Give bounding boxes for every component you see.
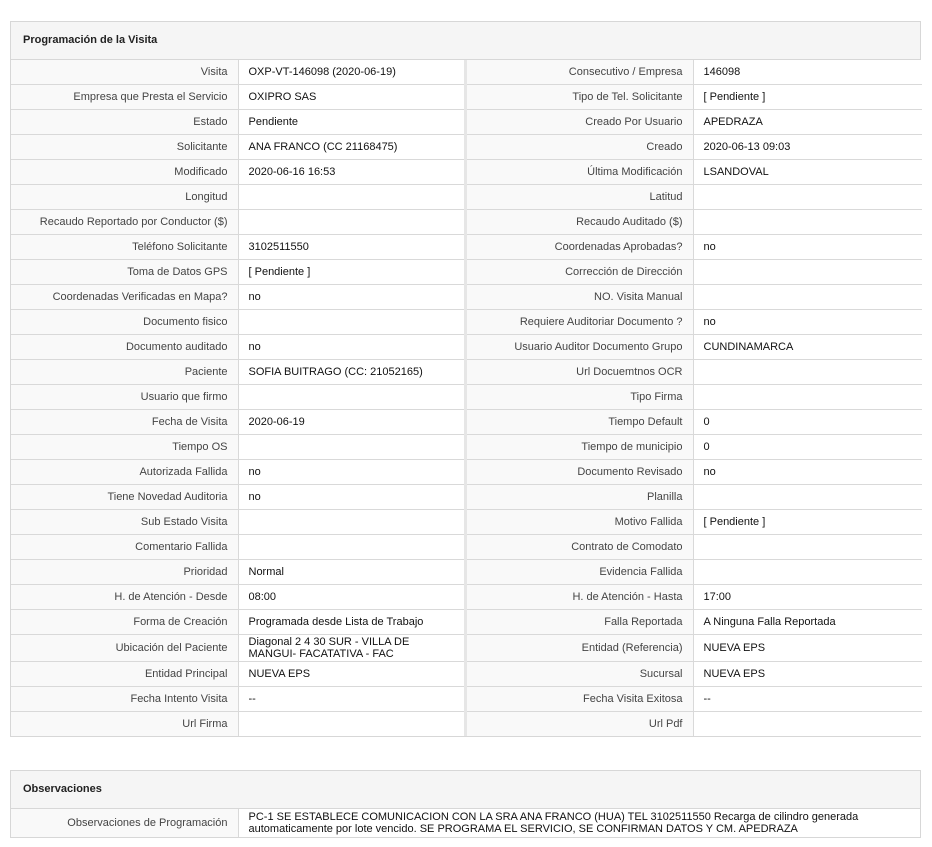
table-row [11, 260, 922, 285]
table-row [11, 585, 922, 610]
table-row [11, 687, 922, 712]
table-row [11, 335, 922, 360]
field-value: 2020-06-16 16:53 [238, 160, 465, 185]
field-label: Url Pdf [465, 712, 693, 737]
table-row [11, 535, 922, 560]
field-value: OXP-VT-146098 (2020-06-19) [238, 60, 465, 85]
field-value [693, 260, 922, 285]
field-value: 2020-06-13 09:03 [693, 135, 922, 160]
field-label: Fecha Intento Visita [11, 687, 238, 712]
field-label: Usuario Auditor Documento Grupo [465, 335, 693, 360]
table-row [11, 560, 922, 585]
field-label: Última Modificación [465, 160, 693, 185]
field-label: Url Firma [11, 712, 238, 737]
field-value: 2020-06-19 [238, 410, 465, 435]
field-label: Empresa que Presta el Servicio [11, 85, 238, 110]
field-value [693, 535, 922, 560]
observaciones-table [11, 809, 920, 837]
field-label: Coordenadas Aprobadas? [465, 235, 693, 260]
table-row [11, 210, 922, 235]
field-value [693, 385, 922, 410]
field-value [238, 535, 465, 560]
field-value [238, 435, 465, 460]
field-label: Creado [465, 135, 693, 160]
field-label: Motivo Fallida [465, 510, 693, 535]
field-label: Documento fisico [11, 310, 238, 335]
field-value: 0 [693, 410, 922, 435]
field-value: Programada desde Lista de Trabajo [238, 610, 465, 635]
field-value [238, 185, 465, 210]
field-value: ANA FRANCO (CC 21168475) [238, 135, 465, 160]
field-value [693, 285, 922, 310]
table-row [11, 160, 922, 185]
field-label: Url Docuemtnos OCR [465, 360, 693, 385]
table-row [11, 310, 922, 335]
field-value: no [238, 485, 465, 510]
table-row [11, 635, 922, 662]
field-value [693, 560, 922, 585]
table-row [11, 110, 922, 135]
field-label: Coordenadas Verificadas en Mapa? [11, 285, 238, 310]
table-row [11, 662, 922, 687]
field-label: H. de Atención - Desde [11, 585, 238, 610]
table-row [11, 712, 922, 737]
field-label: Visita [11, 60, 238, 85]
table-row [11, 235, 922, 260]
observaciones-title: Observaciones [11, 771, 920, 809]
table-row [11, 510, 922, 535]
field-value: 08:00 [238, 585, 465, 610]
field-label: Solicitante [11, 135, 238, 160]
field-label: Teléfono Solicitante [11, 235, 238, 260]
field-value [238, 510, 465, 535]
field-value: Pendiente [238, 110, 465, 135]
table-row [11, 809, 920, 837]
field-value: no [693, 235, 922, 260]
field-value: no [693, 460, 922, 485]
field-label: Longitud [11, 185, 238, 210]
field-label: Tiempo OS [11, 435, 238, 460]
table-row [11, 485, 922, 510]
field-value: NUEVA EPS [693, 662, 922, 687]
field-label: Sub Estado Visita [11, 510, 238, 535]
field-value [238, 712, 465, 737]
field-label: Tiempo Default [465, 410, 693, 435]
field-label: Prioridad [11, 560, 238, 585]
field-label: Documento Revisado [465, 460, 693, 485]
field-value: no [238, 285, 465, 310]
field-value: CUNDINAMARCA [693, 335, 922, 360]
table-row [11, 435, 922, 460]
field-label: Requiere Auditoriar Documento ? [465, 310, 693, 335]
field-value: 3102511550 [238, 235, 465, 260]
field-label: Planilla [465, 485, 693, 510]
field-label: Documento auditado [11, 335, 238, 360]
table-row [11, 135, 922, 160]
field-label: Entidad (Referencia) [465, 635, 693, 662]
observaciones-panel [10, 770, 921, 838]
field-value: LSANDOVAL [693, 160, 922, 185]
field-label: Autorizada Fallida [11, 460, 238, 485]
field-value [693, 185, 922, 210]
field-label: Contrato de Comodato [465, 535, 693, 560]
field-label: Modificado [11, 160, 238, 185]
programacion-panel [10, 21, 921, 737]
field-label: Fecha de Visita [11, 410, 238, 435]
field-label: Recaudo Reportado por Conductor ($) [11, 210, 238, 235]
field-label: Tipo Firma [465, 385, 693, 410]
observaciones-label: Observaciones de Programación [11, 809, 238, 837]
field-value [693, 210, 922, 235]
field-value [238, 385, 465, 410]
field-label: Forma de Creación [11, 610, 238, 635]
field-value: 17:00 [693, 585, 922, 610]
field-value [238, 210, 465, 235]
table-row [11, 85, 922, 110]
field-value: [ Pendiente ] [693, 510, 922, 535]
observaciones-value: PC-1 SE ESTABLECE COMUNICACION CON LA SRA ANA FRANCO (HUA) TEL 3102511550 Recarga de cilindro generada automaticamente por lote vencido. SE PROGRAMA EL SERVICIO, SE CONFIRMAN DATOS Y CM. APEDRAZA [238, 809, 920, 837]
programacion-table-body [11, 60, 922, 736]
table-row [11, 360, 922, 385]
field-value: APEDRAZA [693, 110, 922, 135]
field-value [238, 310, 465, 335]
field-label: Falla Reportada [465, 610, 693, 635]
field-value: -- [693, 687, 922, 712]
programacion-title: Programación de la Visita [11, 22, 920, 60]
field-value: [ Pendiente ] [238, 260, 465, 285]
programacion-table [11, 60, 922, 736]
table-row [11, 410, 922, 435]
field-label: Ubicación del Paciente [11, 635, 238, 662]
field-value: no [238, 460, 465, 485]
field-label: Corrección de Dirección [465, 260, 693, 285]
table-row [11, 60, 922, 85]
field-label: Estado [11, 110, 238, 135]
field-value: [ Pendiente ] [693, 85, 922, 110]
field-label: H. de Atención - Hasta [465, 585, 693, 610]
field-label: Toma de Datos GPS [11, 260, 238, 285]
field-label: Entidad Principal [11, 662, 238, 687]
field-label: Sucursal [465, 662, 693, 687]
field-value: SOFIA BUITRAGO (CC: 21052165) [238, 360, 465, 385]
field-label: Paciente [11, 360, 238, 385]
field-label: Tiempo de municipio [465, 435, 693, 460]
field-label: Comentario Fallida [11, 535, 238, 560]
field-value: OXIPRO SAS [238, 85, 465, 110]
field-label: Recaudo Auditado ($) [465, 210, 693, 235]
table-row [11, 285, 922, 310]
table-row [11, 460, 922, 485]
field-value: A Ninguna Falla Reportada [693, 610, 922, 635]
table-row [11, 385, 922, 410]
field-value: Diagonal 2 4 30 SUR - VILLA DE MANGUI- FACATATIVA - FAC [238, 635, 465, 662]
table-row [11, 610, 922, 635]
field-value: no [238, 335, 465, 360]
table-row [11, 185, 922, 210]
field-value: Normal [238, 560, 465, 585]
field-value: 146098 [693, 60, 922, 85]
field-value [693, 485, 922, 510]
field-label: Usuario que firmo [11, 385, 238, 410]
field-label: NO. Visita Manual [465, 285, 693, 310]
field-label: Creado Por Usuario [465, 110, 693, 135]
field-label: Tipo de Tel. Solicitante [465, 85, 693, 110]
field-value: 0 [693, 435, 922, 460]
field-value [693, 360, 922, 385]
field-label: Tiene Novedad Auditoria [11, 485, 238, 510]
field-label: Evidencia Fallida [465, 560, 693, 585]
field-value: NUEVA EPS [238, 662, 465, 687]
field-value: NUEVA EPS [693, 635, 922, 662]
field-label: Latitud [465, 185, 693, 210]
field-value [693, 712, 922, 737]
field-value: no [693, 310, 922, 335]
field-label: Fecha Visita Exitosa [465, 687, 693, 712]
field-value: -- [238, 687, 465, 712]
field-label: Consecutivo / Empresa [465, 60, 693, 85]
